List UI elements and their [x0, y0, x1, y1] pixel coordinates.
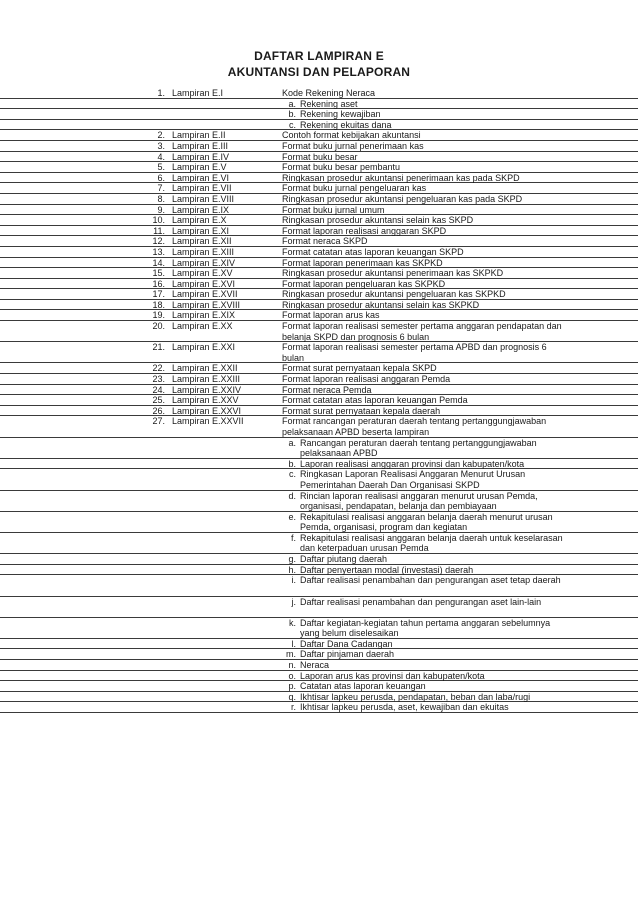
attachment-row	[0, 162, 638, 173]
lampiran-code: Lampiran E.II	[172, 130, 226, 141]
lampiran-code: Lampiran E.VI	[172, 172, 230, 183]
item-number: 8.	[157, 193, 165, 204]
attachment-row	[0, 279, 638, 290]
sub-item-description: Rekening kewajiban	[300, 109, 381, 120]
item-description: Format buku jurnal umum	[282, 204, 385, 215]
item-description: Format surat pernyataan kepala SKPD	[282, 363, 437, 374]
sub-item-row	[0, 575, 638, 596]
item-description: Format buku besar	[282, 151, 358, 162]
sub-item-row	[0, 554, 638, 565]
attachment-row	[0, 205, 638, 216]
sub-item-description: Daftar kegiatan-kegiatan tahun pertama anggaran sebelumnya yang belum diselesaikan	[300, 617, 551, 639]
lampiran-code: Lampiran E.XXV	[172, 395, 239, 406]
lampiran-code: Lampiran E.X	[172, 215, 227, 226]
attachment-row	[0, 385, 638, 396]
item-number: 4.	[157, 151, 165, 162]
attachment-row	[0, 300, 638, 311]
attachment-row	[0, 363, 638, 374]
sub-item-description: Ikhtisar lapkeu perusda, pendapatan, beban dan laba/rugi	[300, 691, 531, 702]
item-number: 16.	[152, 278, 165, 289]
lampiran-code: Lampiran E.IX	[172, 204, 230, 215]
item-description: Format buku besar pembantu	[282, 162, 401, 173]
sub-item-row	[0, 109, 638, 120]
item-description: Format laporan pengeluaran kas SKPKD	[282, 278, 446, 289]
item-description: Format neraca SKPD	[282, 236, 368, 247]
attachment-row	[0, 342, 638, 363]
attachment-row	[0, 226, 638, 237]
sub-item-letter: l.	[291, 638, 296, 649]
item-description: Format buku jurnal pengeluaran kas	[282, 183, 427, 194]
attachment-row	[0, 416, 638, 437]
lampiran-code: Lampiran E.XII	[172, 236, 232, 247]
sub-item-description: Catatan atas laporan keuangan	[300, 681, 426, 692]
sub-item-description: Laporan arus kas provinsi dan kabupaten/kota	[300, 670, 485, 681]
attachment-row	[0, 289, 638, 300]
item-number: 1.	[157, 88, 165, 98]
attachment-row	[0, 321, 638, 342]
attachment-row	[0, 310, 638, 321]
sub-item-letter: c.	[288, 119, 296, 130]
sub-item-row	[0, 681, 638, 692]
sub-item-row	[0, 671, 638, 682]
item-description: Format neraca Pemda	[282, 384, 372, 395]
item-description: Format catatan atas laporan keuangan Pemda	[282, 395, 468, 406]
lampiran-code: Lampiran E.III	[172, 140, 229, 151]
sub-item-letter: p.	[288, 681, 296, 692]
sub-item-letter: m.	[286, 649, 296, 660]
lampiran-code: Lampiran E.XX	[172, 321, 233, 332]
sub-item-description: Rincian laporan realisasi anggaran menurut urusan Pemda, organisasi, pendapatan, belanja dan pembiayaan	[300, 490, 538, 512]
sub-item-description: Daftar realisasi penambahan dan pengurangan aset tetap daerah	[300, 575, 561, 586]
item-number: 3.	[157, 140, 165, 151]
sub-item-row	[0, 565, 638, 576]
sub-item-letter: h.	[288, 564, 296, 575]
item-description: Ringkasan prosedur akuntansi pengeluaran kas SKPKD	[282, 289, 506, 300]
item-description: Format rancangan peraturan daerah tentang pertanggungjawaban pelaksanaan APBD beserta lampiran	[282, 416, 547, 437]
attachment-row	[0, 406, 638, 417]
item-number: 14.	[152, 257, 165, 268]
sub-item-letter: r.	[290, 702, 296, 713]
item-number: 23.	[152, 374, 165, 385]
sub-item-letter: n.	[288, 660, 296, 671]
sub-item-description: Daftar Dana Cadangan	[300, 638, 393, 649]
item-number: 2.	[157, 130, 165, 141]
attachment-row	[0, 374, 638, 385]
lampiran-code: Lampiran E.XIX	[172, 310, 236, 321]
item-description: Format laporan realisasi anggaran Pemda	[282, 374, 451, 385]
item-number: 21.	[152, 342, 165, 353]
item-description: Ringkasan prosedur akuntansi penerimaan kas SKPKD	[282, 268, 504, 279]
item-description: Ringkasan prosedur akuntansi selain kas SKPD	[282, 215, 474, 226]
sub-item-row	[0, 660, 638, 671]
sub-item-row	[0, 512, 638, 533]
sub-item-letter: i.	[291, 575, 296, 586]
item-number: 22.	[152, 363, 165, 374]
sub-item-row	[0, 639, 638, 650]
item-number: 17.	[152, 289, 165, 300]
sub-item-row	[0, 99, 638, 110]
sub-item-description: Rekapitulasi realisasi anggaran belanja daerah untuk keselarasan dan keterpaduan urusan Pemda	[300, 532, 563, 554]
item-description: Format catatan atas laporan keuangan SKPD	[282, 246, 464, 257]
attachment-row	[0, 173, 638, 184]
lampiran-code: Lampiran E.XVI	[172, 278, 236, 289]
sub-item-description: Rancangan peraturan daerah tentang pertanggungjawaban pelaksanaan APBD	[300, 437, 537, 459]
item-description: Format laporan arus kas	[282, 310, 380, 321]
sub-item-description: Daftar penyertaan modal (investasi) daerah	[300, 564, 474, 575]
item-description: Format laporan realisasi semester pertama anggaran pendapatan dan belanja SKPD dan prognosis 6 bulan	[282, 321, 562, 342]
sub-item-row	[0, 120, 638, 131]
item-number: 19.	[152, 310, 165, 321]
item-number: 5.	[157, 162, 165, 173]
item-description: Kode Rekening Neraca	[282, 88, 376, 98]
sub-item-row	[0, 491, 638, 512]
attachment-row	[0, 152, 638, 163]
item-description: Ringkasan prosedur akuntansi selain kas SKPKD	[282, 299, 480, 310]
item-number: 10.	[152, 215, 165, 226]
lampiran-code: Lampiran E.XI	[172, 225, 230, 236]
lampiran-code: Lampiran E.XXII	[172, 363, 238, 374]
attachment-row	[0, 236, 638, 247]
sub-item-letter: q.	[288, 691, 296, 702]
lampiran-code: Lampiran E.I	[172, 88, 224, 98]
attachment-row	[0, 194, 638, 205]
attachment-row	[0, 88, 638, 99]
document-title: DAFTAR LAMPIRAN E	[254, 49, 384, 63]
item-number: 25.	[152, 395, 165, 406]
sub-item-description: Neraca	[300, 660, 330, 671]
item-number: 9.	[157, 204, 165, 215]
sub-item-description: Rekapitulasi realisasi anggaran belanja daerah menurut urusan Pemda, organisasi, program dan kegiatan	[300, 511, 553, 533]
sub-item-description: Rekening aset	[300, 98, 358, 109]
sub-item-description: Ringkasan Laporan Realisasi Anggaran Menurut Urusan Pemerintahan Daerah Dan Organisasi SKPD	[300, 469, 526, 490]
item-number: 6.	[157, 172, 165, 183]
sub-item-description: Rekening ekuitas dana	[300, 119, 392, 130]
sub-item-letter: e.	[288, 511, 296, 522]
sub-item-description: Laporan realisasi anggaran provinsi dan kabupaten/kota	[300, 458, 525, 469]
attachment-row	[0, 183, 638, 194]
item-number: 20.	[152, 321, 165, 332]
item-number: 13.	[152, 246, 165, 257]
sub-item-letter: d.	[288, 490, 296, 501]
attachment-row	[0, 268, 638, 279]
sub-item-description: Daftar piutang daerah	[300, 554, 388, 565]
sub-item-row	[0, 469, 638, 490]
item-description: Format laporan penerimaan kas SKPKD	[282, 257, 443, 268]
attachment-row	[0, 130, 638, 141]
sub-item-letter: b.	[288, 458, 296, 469]
sub-item-letter: a.	[288, 98, 296, 109]
lampiran-code: Lampiran E.XV	[172, 268, 233, 279]
sub-item-row	[0, 702, 638, 713]
sub-item-letter: k.	[288, 617, 296, 628]
lampiran-code: Lampiran E.XXVII	[172, 416, 244, 427]
sub-item-row	[0, 649, 638, 660]
item-number: 18.	[152, 299, 165, 310]
item-description: Ringkasan prosedur akuntansi pengeluaran kas pada SKPD	[282, 193, 523, 204]
sub-item-row	[0, 459, 638, 470]
sub-item-description: Daftar pinjaman daerah	[300, 649, 395, 660]
item-description: Format laporan realisasi anggaran SKPD	[282, 225, 447, 236]
sub-item-letter: a.	[288, 437, 296, 448]
sub-item-row	[0, 692, 638, 703]
item-number: 24.	[152, 384, 165, 395]
sub-item-description: Daftar realisasi penambahan dan pengurangan aset lain-lain	[300, 596, 542, 607]
attachment-row	[0, 141, 638, 152]
sub-item-letter: j.	[291, 596, 296, 607]
sub-item-row	[0, 438, 638, 459]
item-description: Format surat pernyataan kepala daerah	[282, 405, 441, 416]
lampiran-code: Lampiran E.IV	[172, 151, 230, 162]
sub-item-letter: c.	[288, 469, 296, 480]
lampiran-code: Lampiran E.XXVI	[172, 405, 242, 416]
item-number: 11.	[153, 225, 165, 236]
lampiran-code: Lampiran E.XIII	[172, 246, 235, 257]
item-description: Ringkasan prosedur akuntansi penerimaan kas pada SKPD	[282, 172, 520, 183]
sub-item-letter: f.	[290, 532, 296, 543]
sub-item-row	[0, 533, 638, 554]
item-description: Format buku jurnal penerimaan kas	[282, 140, 424, 151]
item-number: 15.	[152, 268, 165, 279]
item-number: 27.	[152, 416, 165, 427]
lampiran-code: Lampiran E.VIII	[172, 193, 235, 204]
lampiran-code: Lampiran E.XIV	[172, 257, 236, 268]
sub-item-description: Ikhtisar lapkeu perusda, aset, kewajiban dan ekuitas	[300, 702, 509, 713]
item-number: 12.	[152, 236, 165, 247]
sub-item-letter: b.	[288, 109, 296, 120]
item-description: Contoh format kebijakan akuntansi	[282, 130, 421, 141]
attachment-row	[0, 215, 638, 226]
sub-item-row	[0, 597, 638, 618]
lampiran-code: Lampiran E.XXIII	[172, 374, 241, 385]
attachment-list	[0, 88, 638, 713]
lampiran-code: Lampiran E.XXI	[172, 342, 236, 353]
lampiran-code: Lampiran E.XXIV	[172, 384, 242, 395]
attachment-row	[0, 247, 638, 258]
lampiran-code: Lampiran E.VII	[172, 183, 232, 194]
lampiran-code: Lampiran E.XVII	[172, 289, 238, 300]
item-number: 26.	[152, 405, 165, 416]
attachment-row	[0, 258, 638, 269]
sub-item-letter: g.	[288, 554, 296, 565]
sub-item-letter: o.	[288, 670, 296, 681]
item-number: 7.	[157, 183, 165, 194]
lampiran-code: Lampiran E.V	[172, 162, 227, 173]
lampiran-code: Lampiran E.XVIII	[172, 299, 241, 310]
document-subtitle: AKUNTANSI DAN PELAPORAN	[227, 65, 411, 79]
attachment-row	[0, 395, 638, 406]
item-description: Format laporan realisasi semester pertama APBD dan prognosis 6 bulan	[282, 342, 547, 363]
sub-item-row	[0, 618, 638, 639]
